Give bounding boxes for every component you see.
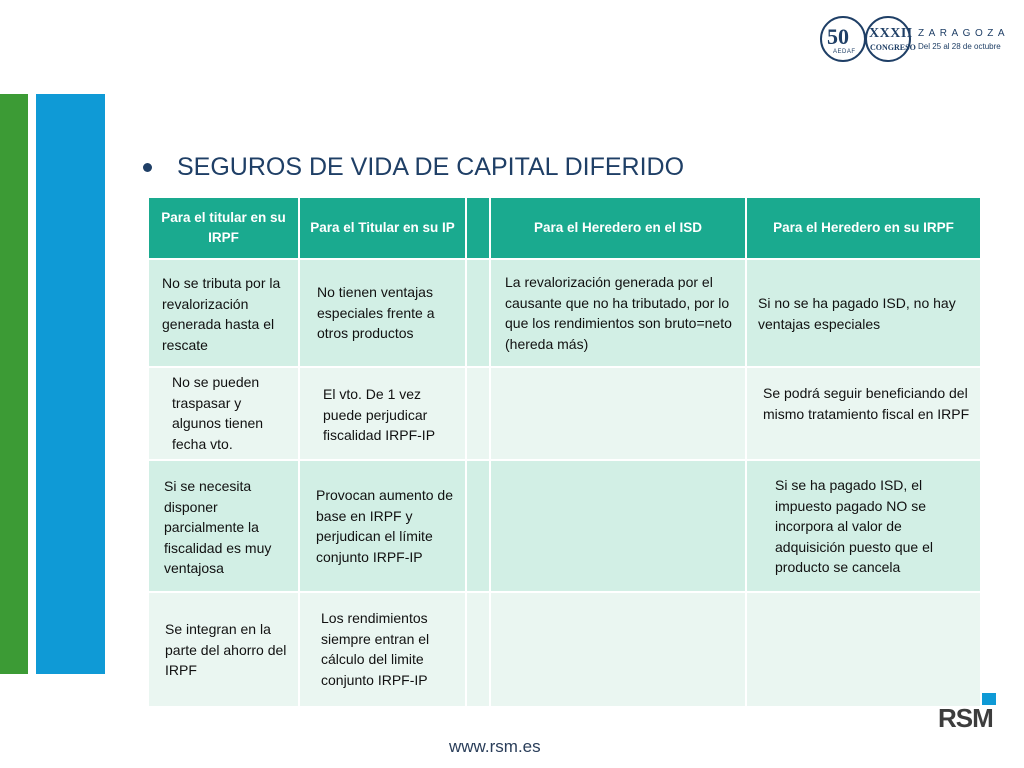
cell-text: Provocan aumento de base en IRPF y perjudican el límite conjunto IRPF-IP <box>316 487 453 565</box>
logo-roman-numeral: XXXII <box>869 26 913 41</box>
cell-text: No tienen ventajas especiales frente a otros productos <box>317 284 435 341</box>
blue-accent-bar <box>36 94 105 674</box>
header-cell <box>491 198 745 258</box>
green-accent-bar <box>0 94 28 674</box>
table-cell <box>467 461 489 591</box>
cell-text: Si se ha pagado ISD, el impuesto pagado NO se incorpora al valor de adquisición puesto que el producto se cancela <box>775 477 934 575</box>
table-cell <box>149 368 298 459</box>
table-cell <box>491 260 745 366</box>
logo-congress: CONGRESO <box>870 43 916 52</box>
bullet-icon <box>143 163 152 172</box>
cell-text: Si no se ha pagado ISD, no hay ventajas especiales <box>758 295 956 332</box>
header-label: Para el titular en su IRPF <box>161 209 286 245</box>
table-cell <box>467 260 489 366</box>
table-cell <box>300 368 465 459</box>
table-cell <box>467 368 489 459</box>
cell-text: Se integran en la parte del ahorro del IRPF <box>165 621 287 678</box>
header-cell <box>300 198 465 258</box>
header-cell <box>149 198 298 258</box>
rsm-logo <box>938 693 998 737</box>
table-cell <box>300 593 465 706</box>
logo-fifty: 50 <box>827 24 849 49</box>
cell-text: Si se necesita disponer parcialmente la fiscalidad es muy ventajosa <box>164 478 272 576</box>
table-cell <box>747 461 980 591</box>
logo-dates: Del 25 al 28 de octubre <box>918 42 1001 51</box>
table-cell <box>747 593 980 706</box>
cell-text: Se podrá seguir beneficiando del mismo tratamiento fiscal en IRPF <box>763 385 970 422</box>
table-cell <box>491 461 745 591</box>
table-cell <box>467 593 489 706</box>
table-cell <box>149 260 298 366</box>
table-cell <box>747 260 980 366</box>
table-cell <box>747 368 980 459</box>
comparison-table <box>149 198 980 706</box>
rsm-logo-text: RSM <box>938 703 993 733</box>
cell-text: La revalorización generada por el causante que no ha tributado, por lo que los rendimientos son bruto=neto (hereda más) <box>505 274 732 352</box>
header-cell-empty <box>467 198 489 258</box>
cell-text: No se pueden traspasar y algunos tienen fecha vto. <box>172 374 264 452</box>
header-label: Para el Titular en su IP <box>310 219 455 235</box>
table-cell <box>149 461 298 591</box>
table-cell <box>149 593 298 706</box>
cell-text: Los rendimientos siempre entran el cálculo del limite conjunto IRPF-IP <box>321 610 430 688</box>
logo-aedaf: AEDAF <box>833 49 856 55</box>
table-cell <box>491 593 745 706</box>
slide-title: SEGUROS DE VIDA DE CAPITAL DIFERIDO <box>177 152 685 181</box>
table-cell <box>491 368 745 459</box>
congress-logo <box>818 16 1018 68</box>
slide-title-row <box>143 150 684 184</box>
table-cell <box>300 461 465 591</box>
website-link[interactable]: www.rsm.es <box>449 737 541 756</box>
header-label: Para el Heredero en su IRPF <box>773 219 954 235</box>
header-label: Para el Heredero en el ISD <box>533 219 703 235</box>
cell-text: El vto. De 1 vez puede perjudicar fiscalidad IRPF-IP <box>323 386 436 443</box>
logo-city: ZARAGOZA <box>918 28 1010 39</box>
header-cell <box>747 198 980 258</box>
table-cell <box>300 260 465 366</box>
cell-text: No se tributa por la revalorización generada hasta el rescate <box>162 275 281 353</box>
